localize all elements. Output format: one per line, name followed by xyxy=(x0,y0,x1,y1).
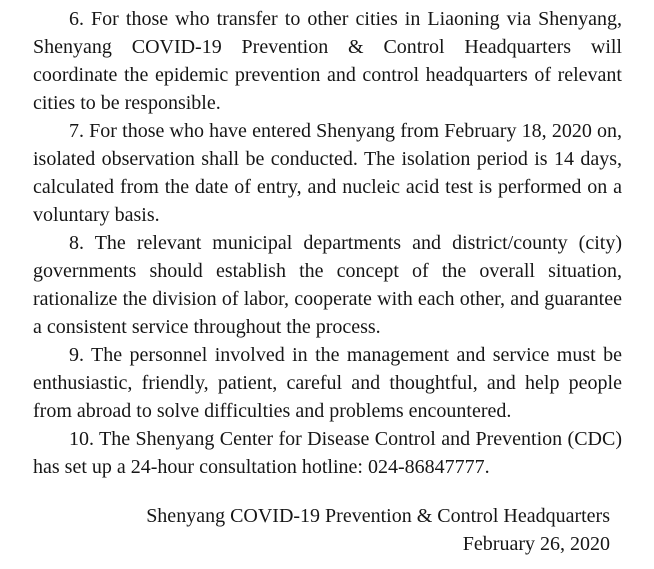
paragraph-item-9: 9. The personnel involved in the management and service must be enthusiastic, friendly, patient, careful and thoughtful, and help people from abroad to solve difficulties and problems encountered. xyxy=(33,344,622,422)
paragraph-item-10: 10. The Shenyang Center for Disease Control and Prevention (CDC) has set up a 24-hour consultation hotline: 024-86847777. xyxy=(33,428,622,478)
signature-line: Shenyang COVID-19 Prevention & Control Headquarters xyxy=(146,505,610,527)
signature-block xyxy=(33,502,622,558)
date-line: February 26, 2020 xyxy=(462,533,610,555)
paragraph-item-7: 7. For those who have entered Shenyang from February 18, 2020 on, isolated observation shall be conducted. The isolation period is 14 days, calculated from the date of entry, and nucleic acid test is performed on a voluntary basis. xyxy=(33,120,622,226)
paragraph-item-6: 6. For those who transfer to other cities in Liaoning via Shenyang, Shenyang COVID-19 Prevention & Control Headquarters will coordinate the epidemic prevention and control headquarters of relevant cities to be responsible. xyxy=(33,8,622,114)
paragraph-item-8: 8. The relevant municipal departments and district/county (city) governments should establish the concept of the overall situation, rationalize the division of labor, cooperate with each other, and guarantee a consistent service throughout the process. xyxy=(33,232,622,338)
